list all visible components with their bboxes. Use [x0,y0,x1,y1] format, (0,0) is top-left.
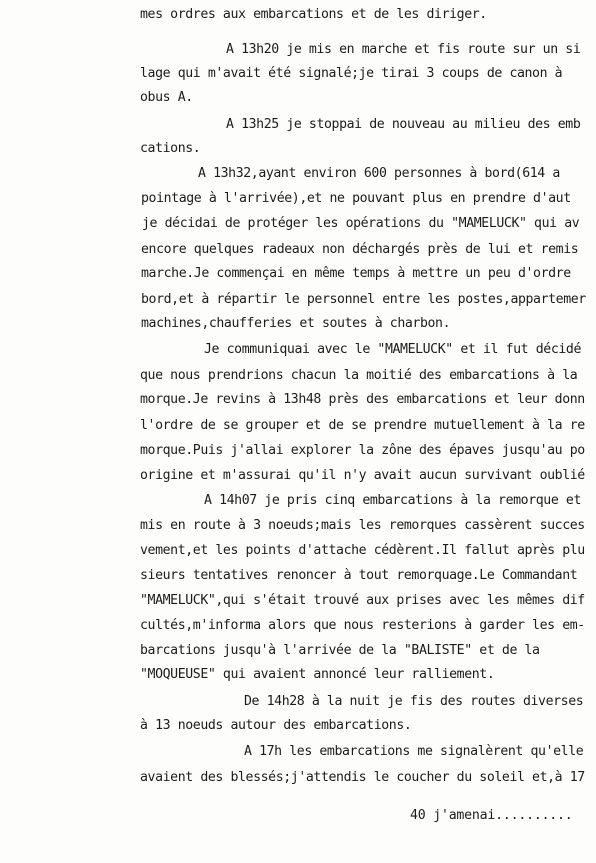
text-line: sieurs tentatives renoncer à tout remorquage.Le Commandant [140,568,578,583]
text-line: A 13h32,ayant environ 600 personnes à bord(614 a [198,166,560,181]
text-line: à 13 noeuds autour des embarcations. [140,718,412,733]
text-line: cations. [140,141,201,156]
text-line: je décidai de protéger les opérations du "MAMELUCK" qui av [142,216,580,231]
text-line: morque.Puis j'allai explorer la zône des épaves jusqu'au po [140,443,585,458]
text-line: De 14h28 à la nuit je fis des routes diverses [244,694,584,709]
text-line: morque.Je revins à 13h48 près des embarcations et leur donn [140,392,585,407]
text-line: encore quelques radeaux non déchargés près de lui et remis [141,242,579,257]
text-line: barcations jusqu'à l'arrivée de la "BALISTE" et de la [140,643,540,658]
text-line: mes ordres aux embarcations et de les diriger. [140,7,487,22]
text-line: A 17h les embarcations me signalèrent qu'elle [244,744,584,759]
text-line: vement,et les points d'attache cédèrent.Il fallut après plu [140,543,585,558]
text-line: origine et m'assurai qu'il n'y avait aucun survivant oublié [140,468,585,483]
text-line: A 13h25 je stoppai de nouveau au milieu des emb [226,117,581,132]
text-line: "MAMELUCK",qui s'était trouvé aux prises avec les mêmes dif [140,593,585,608]
text-line: Je communiquai avec le "MAMELUCK" et il fut décidé [204,342,581,357]
text-line: A 14h07 je pris cinq embarcations à la remorque et [204,493,581,508]
text-line: obus A. [140,90,193,105]
text-line: mis en route à 3 noeuds;mais les remorques cassèrent succes [140,518,585,533]
text-line: avaient des blessés;j'attendis le coucher du soleil et,à 17 [140,770,585,785]
page-footer: 40 j'amenai.......... [410,808,573,823]
text-line: "MOQUEUSE" qui avaient annoncé leur ralliement. [140,667,495,682]
text-line: A 13h20 je mis en marche et fis route sur un si [226,42,581,57]
text-line: bord,et à répartir le personnel entre les postes,appartemer [141,292,586,307]
text-line: l'ordre de se grouper et de se prendre mutuellement à la re [140,418,585,433]
text-line: machines,chaufferies et soutes à charbon. [141,316,451,331]
text-line: lage qui m'avait été signalé;je tirai 3 coups de canon à [140,66,563,81]
text-line: pointage à l'arrivée),et ne pouvant plus en prendre d'aut [141,191,571,206]
text-line: marche.Je commençai en même temps à mettre un peu d'ordre [141,266,571,281]
text-line: que nous prendrions chacun la moitié des embarcations à la [140,368,578,383]
text-line: cultés,m'informa alors que nous resterions à garder les em- [140,618,585,633]
